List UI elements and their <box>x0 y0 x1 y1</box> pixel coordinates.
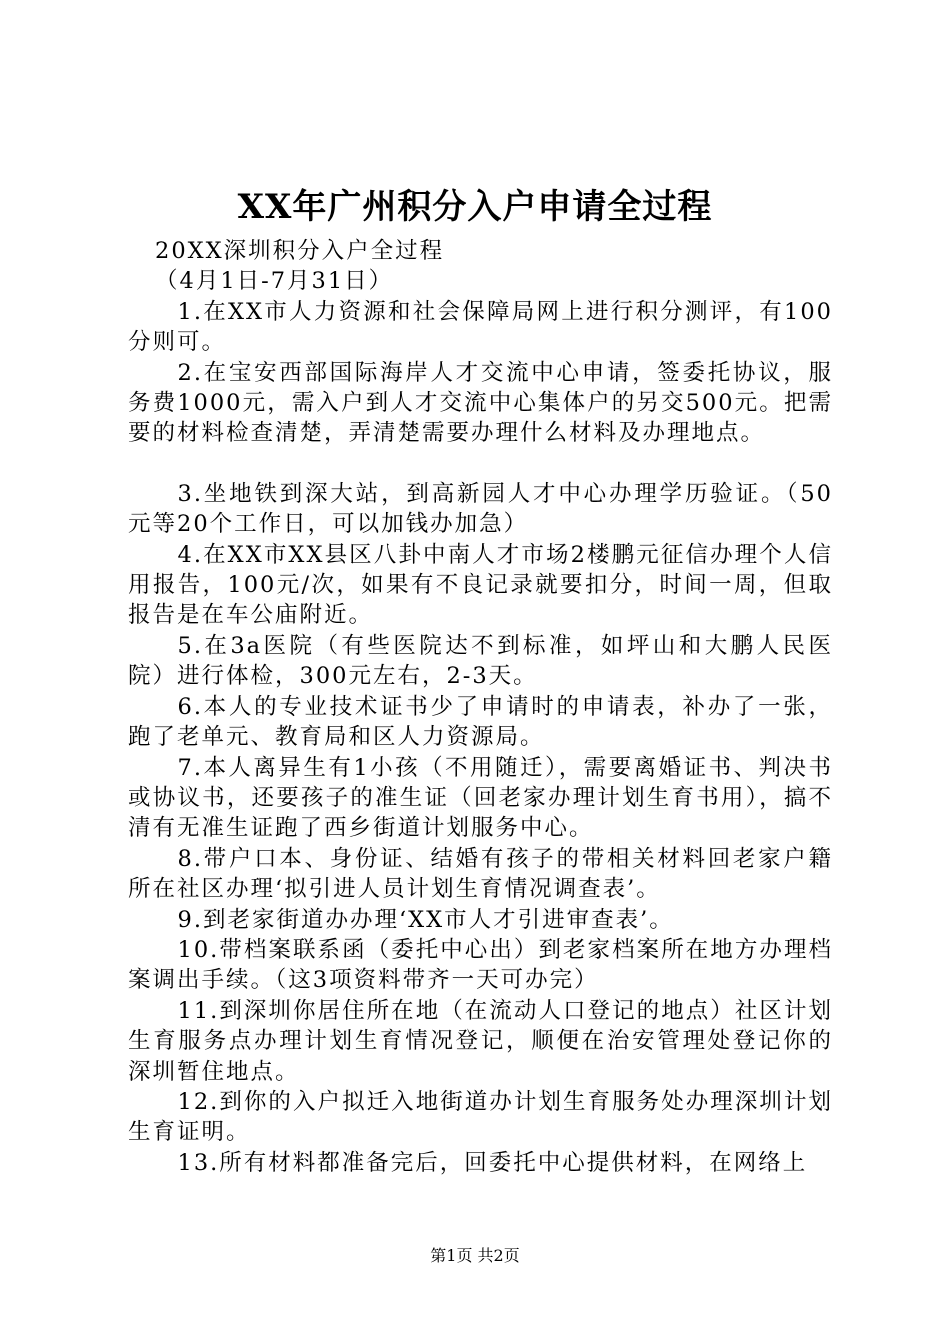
paragraph-10: 10.带档案联系函（委托中心出）到老家档案所在地方办理档案调出手续。（这3项资料带齐一天可办完） <box>128 936 833 994</box>
paragraph-6: 6.本人的专业技术证书少了申请时的申请表，补办了一张，跑了老单元、教育局和区人力资源局。 <box>128 693 833 751</box>
document-date-range: （4月1日-7月31日） <box>155 268 394 295</box>
paragraph-1: 1.在XX市人力资源和社会保障局网上进行积分测评，有100分则可。 <box>128 298 833 356</box>
paragraph-3: 3.坐地铁到深大站，到高新园人才中心办理学历验证。（50元等20个工作日，可以加钱办加急） <box>128 480 833 538</box>
document-title: XX年广州积分入户申请全过程 <box>237 187 713 227</box>
paragraph-12: 12.到你的入户拟迁入地街道办计划生育服务处办理深圳计划生育证明。 <box>128 1088 833 1146</box>
paragraph-7: 7.本人离异生有1小孩（不用随迁），需要离婚证书、判决书或协议书，还要孩子的准生证（回老家办理计划生育书用），搞不清有无准生证跑了西乡街道计划服务中心。 <box>128 754 833 842</box>
document-body <box>128 236 833 1178</box>
paragraph-11: 11.到深圳你居住所在地（在流动人口登记的地点）社区计划生育服务点办理计划生育情况登记，顺便在治安管理处登记你的深圳暂住地点。 <box>128 997 833 1085</box>
paragraph-4: 4.在XX市XX县区八卦中南人才市场2楼鹏元征信办理个人信用报告，100元/次，如果有不良记录就要扣分，时间一周，但取报告是在车公庙附近。 <box>128 541 833 629</box>
paragraph-2: 2.在宝安西部国际海岸人才交流中心申请，签委托协议，服务费1000元，需入户到人才交流中心集体户的另交500元。把需要的材料检查清楚，弄清楚需要办理什么材料及办理地点。 <box>128 359 833 447</box>
paragraph-9: 9.到老家街道办办理‘XX市人才引进审查表’。 <box>177 906 674 933</box>
document-subtitle: 20XX深圳积分入户全过程 <box>155 238 445 264</box>
page-number-footer: 第1页 共2页 <box>430 1246 520 1265</box>
paragraph-8: 8.带户口本、身份证、结婚有孩子的带相关材料回老家户籍所在社区办理‘拟引进人员计划生育情况调查表’。 <box>128 845 833 903</box>
paragraph-5: 5.在3a医院（有些医院达不到标准，如坪山和大鹏人民医院）进行体检，300元左右，2-3天。 <box>128 632 833 690</box>
paragraph-13: 13.所有材料都准备完后，回委托中心提供材料，在网络上 <box>177 1149 808 1176</box>
